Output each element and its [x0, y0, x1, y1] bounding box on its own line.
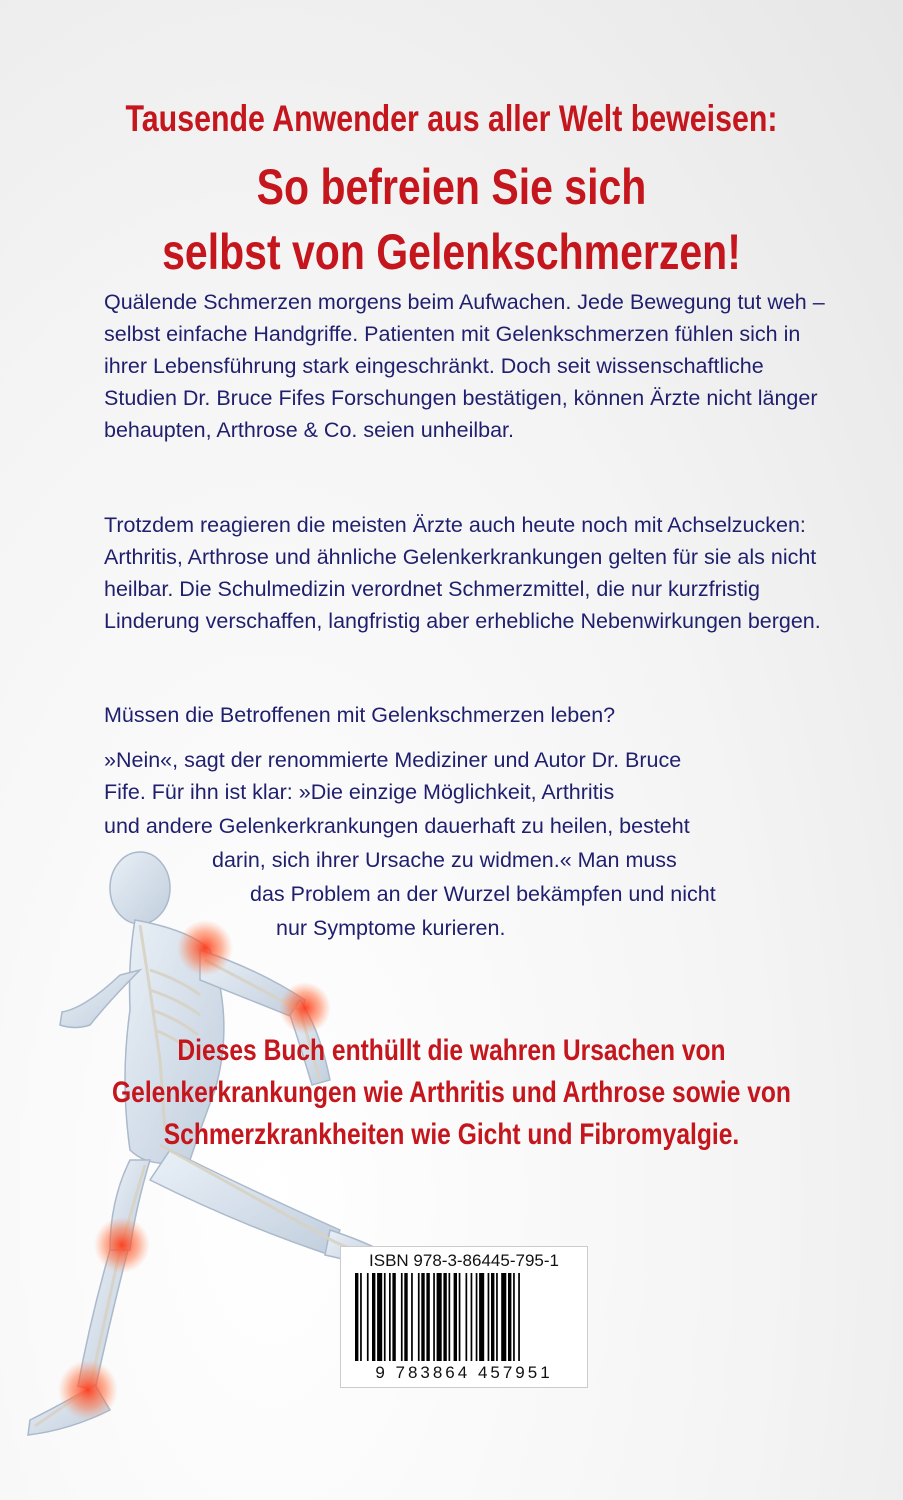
barcode-bar [476, 1273, 478, 1361]
claim-line-2: Gelenkerkrankungen wie Arthritis und Arthrose sowie von [112, 1076, 791, 1109]
quote-line-4: darin, sich ihrer Ursache zu widmen.« Man muss [212, 848, 677, 872]
barcode-bar [454, 1273, 457, 1361]
title-line-1: So befreien Sie sich [256, 159, 647, 215]
barcode-icon [355, 1273, 573, 1361]
barcode-bar [513, 1273, 515, 1361]
claim-line-3: Schmerzkrankheiten wie Gicht und Fibromyalgie. [163, 1118, 740, 1151]
barcode-bar [443, 1273, 446, 1361]
quote-line-6: nur Symptome kurieren. [276, 916, 506, 940]
barcode-bar [377, 1273, 382, 1361]
quote-line-3: und andere Gelenkerkrankungen dauerhaft zu heilen, besteht [104, 814, 690, 838]
barcode-bar [421, 1273, 424, 1361]
title-line-2: selbst von Gelenkschmerzen! [162, 224, 741, 280]
barcode-bar [426, 1273, 429, 1361]
paragraph-2: Trotzdem reagieren die meisten Ärzte auch heute noch mit Achselzucken: Arthritis, Arthrose und ähnliche Gelenkerkrankungen gelten für sie als nicht heilbar. Die Schulmedizin verordnet Schmerzmittel, die nur kurzfristig Linderung verschaffen, langfristig aber erhebliche Nebenwirkungen bergen. [104, 513, 821, 633]
knee-pain-glow [94, 1217, 150, 1273]
barcode-bar [401, 1273, 403, 1361]
barcode-bar [488, 1273, 490, 1361]
paragraph-1: Quälende Schmerzen morgens beim Aufwachen. Jede Bewegung tut weh – selbst einfache Handgriffe. Patienten mit Gelenkschmerzen fühlen sich in ihrer Lebensführung stark eingeschränkt. Doch seit wissenschaftliche Studien Dr. Bruce Fifes Forschungen bestätigen, können Ärzte nicht länger behaupten, Arthrose & Co. seien unheilbar. [104, 290, 825, 442]
barcode-bar [372, 1273, 375, 1361]
barcode-bar [449, 1273, 451, 1361]
barcode-bar [471, 1273, 473, 1361]
barcode-bar [501, 1273, 506, 1361]
isbn-label: ISBN 978-3-86445-795-1 [369, 1251, 559, 1270]
ankle-pain-glow [58, 1360, 118, 1420]
barcode-bar [437, 1273, 442, 1361]
barcode-bar [389, 1273, 391, 1361]
quote-line-5: das Problem an der Wurzel bekämpfen und nicht [250, 882, 716, 906]
elbow-pain-glow [279, 982, 331, 1034]
barcode-bar [433, 1273, 435, 1361]
paragraph-3: Müssen die Betroffenen mit Gelenkschmerzen leben? [104, 703, 616, 727]
barcode-bar [459, 1273, 461, 1361]
kicker-headline: Tausende Anwender aus aller Welt beweisen: [125, 98, 778, 139]
barcode-bar [479, 1273, 484, 1361]
isbn-barcode-box [340, 1246, 588, 1388]
barcode-bar [404, 1273, 407, 1361]
barcode-bar [491, 1273, 494, 1361]
barcode-bar [508, 1273, 511, 1361]
barcode-bar [411, 1273, 413, 1361]
barcode-bar [518, 1273, 520, 1361]
barcode-bar [466, 1273, 468, 1361]
quote-line-1: »Nein«, sagt der renommierte Mediziner und Autor Dr. Bruce [104, 748, 682, 772]
barcode-bar [496, 1273, 498, 1361]
shoulder-pain-glow [177, 920, 233, 976]
barcode-bar [392, 1273, 395, 1361]
barcode-bar [360, 1273, 362, 1361]
barcode-bar [355, 1273, 358, 1361]
claim-line-1: Dieses Buch enthüllt die wahren Ursachen von [177, 1034, 726, 1067]
quote-line-2: Fife. Für ihn ist klar: »Die einzige Möglichkeit, Arthritis [104, 780, 615, 804]
barcode-bar [418, 1273, 420, 1361]
barcode-digits: 9 783864 457951 [375, 1363, 553, 1382]
barcode-bar [384, 1273, 386, 1361]
barcode-bar [367, 1273, 369, 1361]
